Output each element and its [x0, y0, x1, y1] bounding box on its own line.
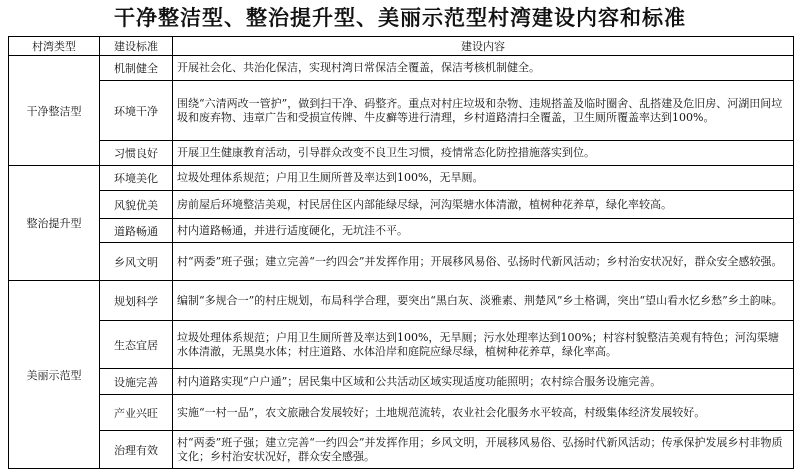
standard-cell: 风貌优美	[100, 191, 173, 219]
village-type-cell: 干净整洁型	[9, 56, 100, 166]
table-row	[9, 321, 794, 369]
content-cell: 房前屋后环境整洁美观，村民居住区内部能绿尽绿，河沟渠塘水体清澈，植树种花养草，绿化率较高。	[173, 191, 794, 219]
standard-cell: 产业兴旺	[100, 395, 173, 431]
village-type-cell: 整治提升型	[9, 166, 100, 281]
table-row	[9, 191, 794, 219]
standard-cell: 治理有效	[100, 431, 173, 469]
standard-cell: 生态宜居	[100, 321, 173, 369]
content-cell: 开展卫生健康教育活动，引导群众改变不良卫生习惯，疫情常态化防控措施落实到位。	[173, 141, 794, 166]
content-cell: 开展社会化、共治化保洁，实现村湾日常保洁全覆盖，保洁考核机制健全。	[173, 56, 794, 81]
table-row	[9, 281, 794, 321]
standard-cell: 环境干净	[100, 81, 173, 141]
standards-table	[8, 36, 794, 469]
content-cell: 村“两委”班子强；建立完善“一约四会”并发挥作用；开展移风易俗、弘扬时代新风活动；乡村治安状况好，群众安全感较强。	[173, 243, 794, 281]
header-content: 建设内容	[173, 37, 794, 56]
table-row	[9, 219, 794, 243]
standard-cell: 乡风文明	[100, 243, 173, 281]
standard-cell: 机制健全	[100, 56, 173, 81]
table-row	[9, 166, 794, 191]
village-type-cell: 美丽示范型	[9, 281, 100, 469]
table-row	[9, 81, 794, 141]
content-cell: 村内道路畅通，并进行适度硬化，无坑洼不平。	[173, 219, 794, 243]
content-cell: 实施“一村一品”，农文旅融合发展较好；土地规范流转，农业社会化服务水平较高，村级集体经济发展较好。	[173, 395, 794, 431]
header-standard: 建设标准	[100, 37, 173, 56]
header-village-type: 村湾类型	[9, 37, 100, 56]
table-row	[9, 369, 794, 395]
standard-cell: 规划科学	[100, 281, 173, 321]
standard-cell: 环境美化	[100, 166, 173, 191]
content-cell: 村内道路实现“户户通”；居民集中区域和公共活动区域实现适度功能照明；农村综合服务设施完善。	[173, 369, 794, 395]
table-row	[9, 395, 794, 431]
table-row	[9, 56, 794, 81]
standard-cell: 设施完善	[100, 369, 173, 395]
table-header-row	[9, 37, 794, 56]
content-cell: 围绕“六清两改一管护”，做到扫干净、码整齐。重点对村庄垃圾和杂物、违规搭盖及临时圈舍、乱搭建及危旧房、河湖田间垃圾和废弃物、违章广告和受损宣传牌、牛皮癣等进行清理，乡村道路清扫全覆盖，卫生厕所覆盖率达到100%。	[173, 81, 794, 141]
standard-cell: 道路畅通	[100, 219, 173, 243]
page-title: 干净整洁型、整治提升型、美丽示范型村湾建设内容和标准	[114, 6, 686, 30]
content-cell: 村“两委”班子强；建立完善“一约四会”并发挥作用；乡风文明，开展移风易俗、弘扬时代新风活动；传承保护发展乡村非物质文化；乡村治安状况好，群众安全感强。	[173, 431, 794, 469]
content-cell: 垃圾处理体系规范；户用卫生厕所普及率达到100%，无旱厕；污水处理率达到100%；村容村貌整洁美观有特色；河沟渠塘水体清澈，无黑臭水体；村庄道路、水体沿岸和庭院应绿尽绿，植树种花养草，绿化率高。	[173, 321, 794, 369]
table-row	[9, 243, 794, 281]
standard-cell: 习惯良好	[100, 141, 173, 166]
table-row	[9, 141, 794, 166]
content-cell: 垃圾处理体系规范；户用卫生厕所普及率达到100%，无旱厕。	[173, 166, 794, 191]
content-cell: 编制“多规合一”的村庄规划，布局科学合理，要突出“黑白灰、淡雅素、荆楚风”乡土格调，突出“望山看水忆乡愁”乡土韵味。	[173, 281, 794, 321]
